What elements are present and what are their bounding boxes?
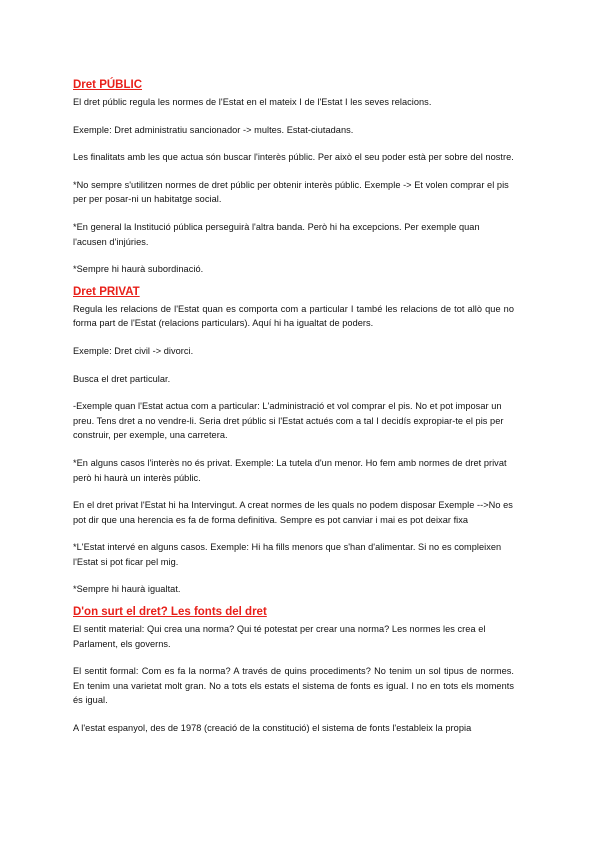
paragraph: Exemple: Dret administratiu sancionador -> multes. Estat-ciutadans. [73, 124, 354, 135]
paragraph: *En general la Institució pública perseguirà l'altra banda. Però hi ha excepcions. Per exemple quan l'acusen d'injúries. [73, 221, 480, 247]
section-title: Dret PRIVAT [73, 285, 140, 298]
paragraph: *Sempre hi haurà subordinació. [73, 264, 204, 275]
paragraph: El dret públic regula les normes de l'Estat en el mateix I de l'Estat I les seves relacions. [73, 97, 432, 107]
paragraph: Regula les relacions de l'Estat quan es comporta com a particular I també les relacions de tot allò que no forma part de l'Estat (relacions particulars). Aquí hi ha igualtat de poders. [73, 303, 514, 329]
paragraph: *Sempre hi haurà igualtat. [73, 584, 181, 595]
section-dret-public [73, 78, 514, 277]
section-title: D'on surt el dret? Les fonts del dret [73, 606, 267, 619]
paragraph: Busca el dret particular. [73, 373, 171, 384]
paragraph: Les finalitats amb les que actua són buscar l'interès públic. Per això el seu poder està per sobre del nostre. [73, 152, 514, 163]
paragraph: En el dret privat l'Estat hi ha Intervingut. A creat normes de les quals no podem disposar Exemple -->No es pot dir que una herencia es fa de forma definitiva. Sempre es pot canviar i mai es pot deixar fixa [73, 500, 513, 525]
paragraph: -Exemple quan l'Estat actua com a particular: L'administració et vol comprar el pis. No et pot imposar un preu. Tens dret a no vendre-li. Seria dret públic si l'Estat actués com a tal I decidís expropiar-te el pis per construir, per exemple, una carretera. [73, 401, 504, 441]
paragraph: Exemple: Dret civil -> divorci. [73, 345, 194, 356]
paragraph: El sentit material: Qui crea una norma? Qui té potestat per crear una norma? Les normes les crea el Parlament, els governs. [73, 624, 486, 649]
paragraph: *No sempre s'utilitzen normes de dret públic per obtenir interès públic. Exemple -> Et volen comprar el pis per per posar-ni un habitatge social. [73, 179, 509, 205]
section-dret-privat [73, 285, 514, 597]
paragraph: El sentit formal: Com es fa la norma? A través de quins procediments? No tenim un sol tipus de normes. En tenim una varietat molt gran. No a tots els estats el sistema de fonts es igual. I no en tots els moments és igual. [73, 666, 514, 706]
section-title: Dret PÚBLIC [73, 79, 143, 91]
section-fonts-del-dret [73, 605, 514, 736]
paragraph: *L'Estat intervé en alguns casos. Exemple: Hi ha fills menors que s'han d'alimentar. Si no es compleixen l'Estat si pot ficar pel mig. [73, 542, 502, 567]
paragraph: A l'estat espanyol, des de 1978 (creació de la constitució) el sistema de fonts l'estableix la propia [73, 723, 472, 734]
paragraph: *En alguns casos l'interès no és privat. Exemple: La tutela d'un menor. Ho fem amb normes de dret privat però hi haurà un interès públic. [73, 457, 507, 483]
